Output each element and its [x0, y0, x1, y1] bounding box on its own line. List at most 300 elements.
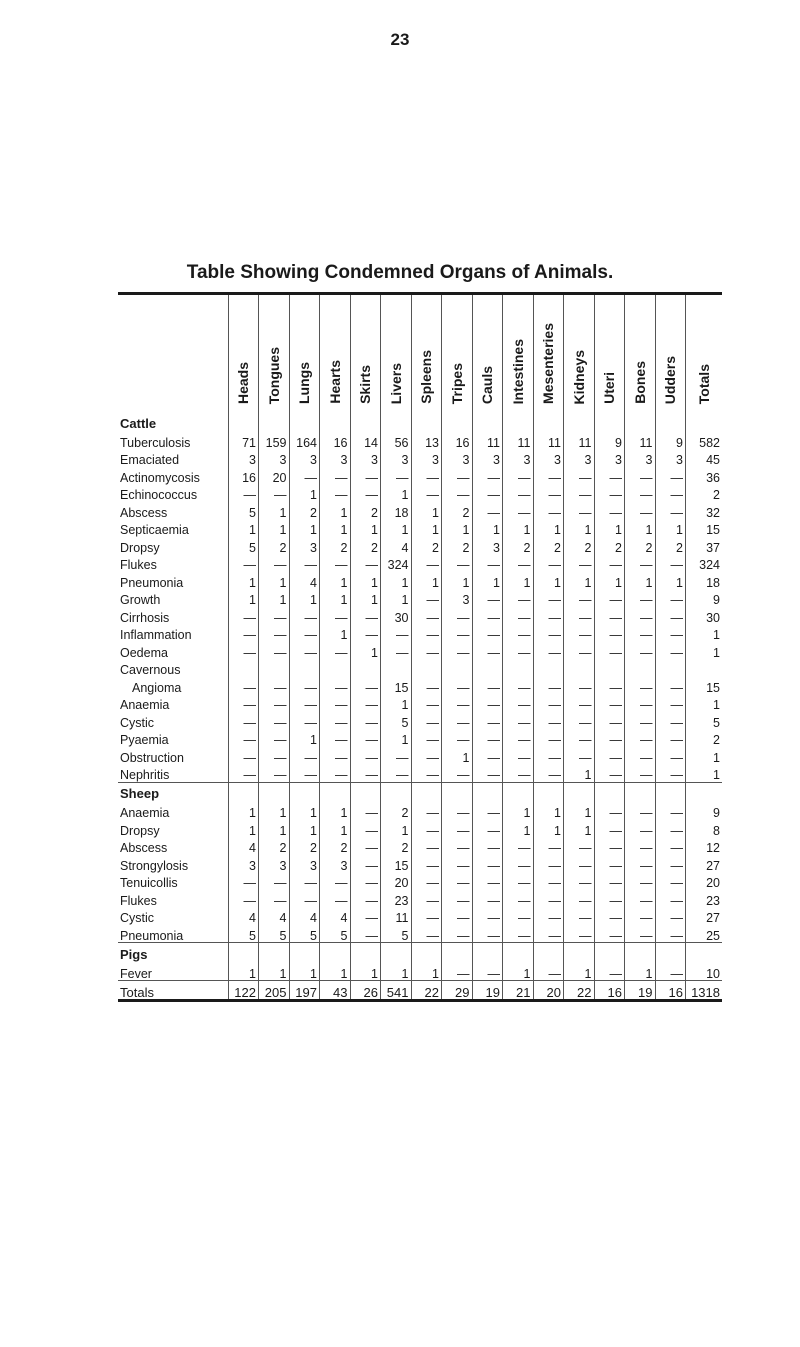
table-cell: 1 [442, 572, 473, 590]
table-cell: — [320, 747, 351, 765]
table-cell: 9 [686, 589, 723, 607]
table-cell: — [472, 747, 503, 765]
table-body [118, 412, 722, 999]
section-spacer-cell [625, 412, 656, 432]
table-cell: — [472, 502, 503, 520]
table-cell: 1 [503, 572, 534, 590]
table-cell: — [350, 467, 381, 485]
table-cell: 1 [381, 694, 412, 712]
table-row [118, 467, 722, 485]
section-spacer-cell [655, 782, 686, 802]
table-cell: — [472, 907, 503, 925]
table-cell: — [472, 467, 503, 485]
table-cell: 5 [320, 925, 351, 943]
table-cell: 9 [686, 802, 723, 820]
table-cell: 1 [381, 519, 412, 537]
table-cell: 1 [350, 572, 381, 590]
section-spacer-cell [289, 412, 320, 432]
table-cell: — [625, 502, 656, 520]
table-cell: 1 [564, 572, 595, 590]
table-cell: 2 [259, 537, 290, 555]
table-cell: — [655, 872, 686, 890]
table-cell: — [442, 607, 473, 625]
table-cell: — [411, 484, 442, 502]
table-cell: 1 [320, 502, 351, 520]
table-cell [411, 659, 442, 677]
table-cell: — [289, 607, 320, 625]
totals-cell: 22 [411, 981, 442, 999]
table-cell: — [594, 484, 625, 502]
table-cell: — [594, 642, 625, 660]
table-cell: 2 [320, 537, 351, 555]
totals-cell: 197 [289, 981, 320, 999]
table-row [118, 764, 722, 782]
table-row [118, 554, 722, 572]
table-cell: — [381, 467, 412, 485]
table-cell: 1 [686, 747, 723, 765]
table-cell: 3 [625, 449, 656, 467]
table-cell: 1 [289, 729, 320, 747]
column-header-livers [381, 295, 412, 412]
table-cell: — [228, 607, 259, 625]
table-cell: — [655, 907, 686, 925]
table-cell: 1 [472, 519, 503, 537]
table-cell: 13 [411, 432, 442, 450]
table-cell: 11 [625, 432, 656, 450]
table-cell: — [503, 502, 534, 520]
table-cell: — [411, 872, 442, 890]
row-label: Cystic [120, 715, 155, 730]
table-cell: — [289, 890, 320, 908]
table-cell: 1 [228, 820, 259, 838]
table-cell: — [533, 589, 564, 607]
table-cell: 1 [259, 963, 290, 981]
table-cell: 4 [289, 907, 320, 925]
table-cell: 11 [564, 432, 595, 450]
table-cell: — [625, 624, 656, 642]
column-header-label: Spleens [418, 350, 435, 404]
table-cell: 164 [289, 432, 320, 450]
table-cell: — [594, 607, 625, 625]
table-cell: — [442, 890, 473, 908]
section-spacer-cell [564, 782, 595, 802]
table-cell: 1 [289, 802, 320, 820]
table-cell: 1 [228, 963, 259, 981]
table-cell: 3 [655, 449, 686, 467]
table-cell: — [472, 802, 503, 820]
section-spacer-cell [259, 782, 290, 802]
row-label: Anaemia [120, 698, 170, 712]
table-cell: — [411, 747, 442, 765]
table-cell: — [442, 729, 473, 747]
table-cell: 324 [381, 554, 412, 572]
table-cell: — [320, 642, 351, 660]
table-row [118, 502, 722, 520]
table-cell: — [228, 484, 259, 502]
table-cell: — [442, 855, 473, 873]
table-cell: 1 [533, 802, 564, 820]
table-cell: 15 [381, 677, 412, 695]
table-cell: — [228, 872, 259, 890]
section-spacer-cell [655, 412, 686, 432]
table-cell: — [350, 484, 381, 502]
table-cell: — [228, 890, 259, 908]
section-header-sheep [118, 782, 722, 802]
table-cell: — [228, 642, 259, 660]
table-cell: — [381, 747, 412, 765]
section-spacer-cell [503, 943, 534, 963]
column-header-label: Hearts [326, 360, 343, 404]
table-cell: 23 [381, 890, 412, 908]
table-cell: — [228, 624, 259, 642]
table-cell: — [381, 642, 412, 660]
totals-cell: 1318 [686, 981, 723, 999]
table-cell: — [625, 467, 656, 485]
table-row [118, 712, 722, 730]
table-cell: — [442, 963, 473, 981]
column-header-udders [655, 295, 686, 412]
table-cell: — [320, 554, 351, 572]
table-cell: 3 [289, 537, 320, 555]
table-cell: — [411, 554, 442, 572]
table-title: Table Showing Condemned Organs of Animals. [186, 262, 614, 283]
table-row [118, 907, 722, 925]
row-label: Echinococcus [120, 488, 198, 502]
table-cell: — [594, 554, 625, 572]
table-cell: — [594, 712, 625, 730]
table-cell: 3 [411, 449, 442, 467]
table-cell: — [259, 554, 290, 572]
totals-cell: 26 [350, 981, 381, 999]
section-spacer-cell [320, 412, 351, 432]
table-cell: 1 [289, 519, 320, 537]
table-cell: — [625, 925, 656, 943]
section-spacer-cell [625, 943, 656, 963]
table-cell: — [533, 484, 564, 502]
table-cell: — [655, 554, 686, 572]
table-cell: 1 [228, 519, 259, 537]
table-cell: 45 [686, 449, 723, 467]
table-cell: — [350, 747, 381, 765]
table-cell: — [594, 764, 625, 782]
table-cell: — [289, 694, 320, 712]
table-cell: — [350, 837, 381, 855]
table-cell: 18 [686, 572, 723, 590]
table-cell: 25 [686, 925, 723, 943]
table-cell: — [533, 907, 564, 925]
table-cell: 1 [533, 572, 564, 590]
table-cell: — [350, 802, 381, 820]
table-cell: — [625, 484, 656, 502]
table-cell: — [594, 925, 625, 943]
table-cell [442, 659, 473, 677]
table-cell: — [594, 502, 625, 520]
table-cell: 3 [503, 449, 534, 467]
table-cell: 1 [381, 572, 412, 590]
table-cell: — [594, 729, 625, 747]
table-cell: 1 [594, 572, 625, 590]
table-cell: — [655, 624, 686, 642]
totals-cell: 16 [655, 981, 686, 999]
column-header-hearts [320, 295, 351, 412]
section-header-cattle [118, 412, 722, 432]
table-cell: — [503, 764, 534, 782]
table-cell: — [259, 872, 290, 890]
table-cell: — [472, 820, 503, 838]
table-cell: 1 [350, 642, 381, 660]
table-cell: — [655, 855, 686, 873]
table-cell [686, 659, 723, 677]
section-spacer-cell [472, 412, 503, 432]
table-cell: — [472, 764, 503, 782]
table-cell: — [472, 890, 503, 908]
table-cell: — [503, 677, 534, 695]
table-cell: 11 [503, 432, 534, 450]
table-cell [533, 659, 564, 677]
table-cell: — [533, 712, 564, 730]
table-cell: — [350, 764, 381, 782]
table-cell: — [625, 820, 656, 838]
table-cell: 4 [228, 837, 259, 855]
table-cell: — [564, 502, 595, 520]
table-cell: 1 [289, 820, 320, 838]
table-cell: — [472, 694, 503, 712]
table-cell: 2 [350, 537, 381, 555]
table-cell: 1 [289, 589, 320, 607]
table-cell: — [625, 872, 656, 890]
table-cell: — [381, 764, 412, 782]
row-label: Pneumonia [120, 575, 184, 590]
table-cell: — [381, 624, 412, 642]
table-cell: — [594, 890, 625, 908]
row-label: Pyaemia [120, 733, 169, 747]
table-cell: 1 [320, 624, 351, 642]
table-cell: — [228, 764, 259, 782]
table-cell: 1 [411, 572, 442, 590]
table-cell: — [442, 694, 473, 712]
table-cell: 4 [289, 572, 320, 590]
table-cell: — [564, 694, 595, 712]
table-cell: 1 [625, 572, 656, 590]
table-cell: 1 [411, 963, 442, 981]
table-cell [259, 659, 290, 677]
table-cell: 3 [228, 855, 259, 873]
table-cell: — [442, 677, 473, 695]
row-label: Flukes [120, 893, 157, 908]
table-cell: — [655, 890, 686, 908]
table-cell: — [503, 642, 534, 660]
section-spacer-cell [564, 943, 595, 963]
table-cell: — [655, 837, 686, 855]
table-cell: 1 [259, 802, 290, 820]
table-cell: 5 [381, 712, 412, 730]
table-cell: — [472, 677, 503, 695]
table-cell: — [594, 820, 625, 838]
table-cell: — [259, 624, 290, 642]
table-cell: 1 [350, 589, 381, 607]
table-cell: — [655, 642, 686, 660]
table-cell: — [625, 855, 656, 873]
table-cell: — [655, 589, 686, 607]
table-cell: — [564, 467, 595, 485]
table-cell: — [625, 554, 656, 572]
table-cell: — [533, 607, 564, 625]
table-cell: 1 [564, 820, 595, 838]
table-cell: 30 [381, 607, 412, 625]
table-cell: 2 [381, 837, 412, 855]
table-cell: — [564, 872, 595, 890]
table-cell: — [259, 607, 290, 625]
table-cell: 1 [564, 764, 595, 782]
table-cell: — [289, 677, 320, 695]
table-cell: — [625, 589, 656, 607]
table-row [118, 729, 722, 747]
table-cell: — [472, 855, 503, 873]
table-cell: — [411, 589, 442, 607]
section-spacer-cell [411, 782, 442, 802]
table-cell: — [320, 872, 351, 890]
table-cell: 1 [472, 572, 503, 590]
table-cell: — [289, 467, 320, 485]
section-spacer-cell [594, 943, 625, 963]
table-cell: — [564, 589, 595, 607]
table-row [118, 659, 722, 677]
table-cell: — [655, 484, 686, 502]
row-label: Cavernous [120, 663, 181, 677]
row-label: Septicaemia [120, 523, 189, 537]
row-label: Abscess [120, 841, 168, 855]
table-cell: — [442, 802, 473, 820]
table-cell: 11 [472, 432, 503, 450]
table-cell: — [655, 677, 686, 695]
table-cell: 2 [320, 837, 351, 855]
table-cell: — [564, 855, 595, 873]
table-row [118, 432, 722, 450]
table-cell: — [625, 907, 656, 925]
table-cell: 1 [655, 572, 686, 590]
table-cell: 1 [381, 729, 412, 747]
section-spacer-cell [228, 782, 259, 802]
table-cell: 2 [289, 502, 320, 520]
table-cell [594, 659, 625, 677]
table-cell: 1 [320, 802, 351, 820]
totals-cell: 122 [228, 981, 259, 999]
table-cell: — [411, 694, 442, 712]
table-cell [655, 659, 686, 677]
column-header-label: Lungs [296, 362, 313, 404]
row-label: Cystic [120, 911, 155, 925]
table-cell: 5 [228, 925, 259, 943]
table-cell: 5 [381, 925, 412, 943]
row-label: Fever [120, 966, 152, 981]
column-header-intestines [503, 295, 534, 412]
table-cell: — [472, 837, 503, 855]
totals-cell: 541 [381, 981, 412, 999]
table-row [118, 837, 722, 855]
table-cell [625, 659, 656, 677]
table-cell: — [320, 484, 351, 502]
totals-cell: 29 [442, 981, 473, 999]
table-cell: 3 [442, 589, 473, 607]
table-cell: — [655, 802, 686, 820]
column-header-label: Mesenteries [540, 323, 557, 404]
table-cell: — [503, 890, 534, 908]
section-spacer-cell [533, 943, 564, 963]
table-cell: — [350, 872, 381, 890]
table-cell: — [564, 925, 595, 943]
table-cell: — [655, 467, 686, 485]
table-cell: 1 [411, 502, 442, 520]
table-cell: — [289, 624, 320, 642]
table-cell: 15 [686, 677, 723, 695]
table-cell: 582 [686, 432, 723, 450]
table-cell: — [411, 837, 442, 855]
table-cell: 5 [289, 925, 320, 943]
section-spacer-cell [289, 943, 320, 963]
table-cell: 3 [289, 855, 320, 873]
table-cell: 15 [686, 519, 723, 537]
table-cell: — [320, 890, 351, 908]
table-cell: 1 [289, 484, 320, 502]
table-row [118, 589, 722, 607]
table-cell: — [533, 747, 564, 765]
table-cell: 3 [259, 855, 290, 873]
table-cell: 1 [320, 820, 351, 838]
table-cell: — [533, 963, 564, 981]
table-cell: 3 [228, 449, 259, 467]
table-cell: — [228, 694, 259, 712]
section-spacer-cell [503, 782, 534, 802]
table-row [118, 890, 722, 908]
table-cell: — [228, 554, 259, 572]
column-header-label: Udders [662, 355, 679, 404]
table-cell: — [350, 712, 381, 730]
table-cell: 71 [228, 432, 259, 450]
table-cell: — [442, 467, 473, 485]
table-cell: — [259, 642, 290, 660]
table-cell: — [655, 820, 686, 838]
table-cell: 3 [259, 449, 290, 467]
table-cell: — [594, 589, 625, 607]
table-cell: — [564, 624, 595, 642]
table-cell: — [533, 677, 564, 695]
row-label: Actinomycosis [120, 470, 200, 485]
table-cell: — [655, 502, 686, 520]
table-cell: — [533, 694, 564, 712]
column-header-skirts [350, 295, 381, 412]
section-spacer-cell [411, 943, 442, 963]
table-cell [472, 659, 503, 677]
table-cell: 1 [503, 519, 534, 537]
table-cell: — [472, 589, 503, 607]
table-cell: 5 [228, 537, 259, 555]
table-cell: — [320, 694, 351, 712]
table-cell: — [503, 747, 534, 765]
table-cell: 1 [228, 802, 259, 820]
totals-cell: 205 [259, 981, 290, 999]
table-cell: 3 [320, 855, 351, 873]
table-cell: — [503, 907, 534, 925]
table-cell: 4 [228, 907, 259, 925]
table-row [118, 484, 722, 502]
table-cell [320, 659, 351, 677]
table-cell: 1 [564, 802, 595, 820]
totals-label: Totals [118, 981, 228, 999]
table-row [118, 694, 722, 712]
table-cell: 3 [594, 449, 625, 467]
table-cell: 1 [686, 642, 723, 660]
row-label: Dropsy [120, 540, 160, 555]
